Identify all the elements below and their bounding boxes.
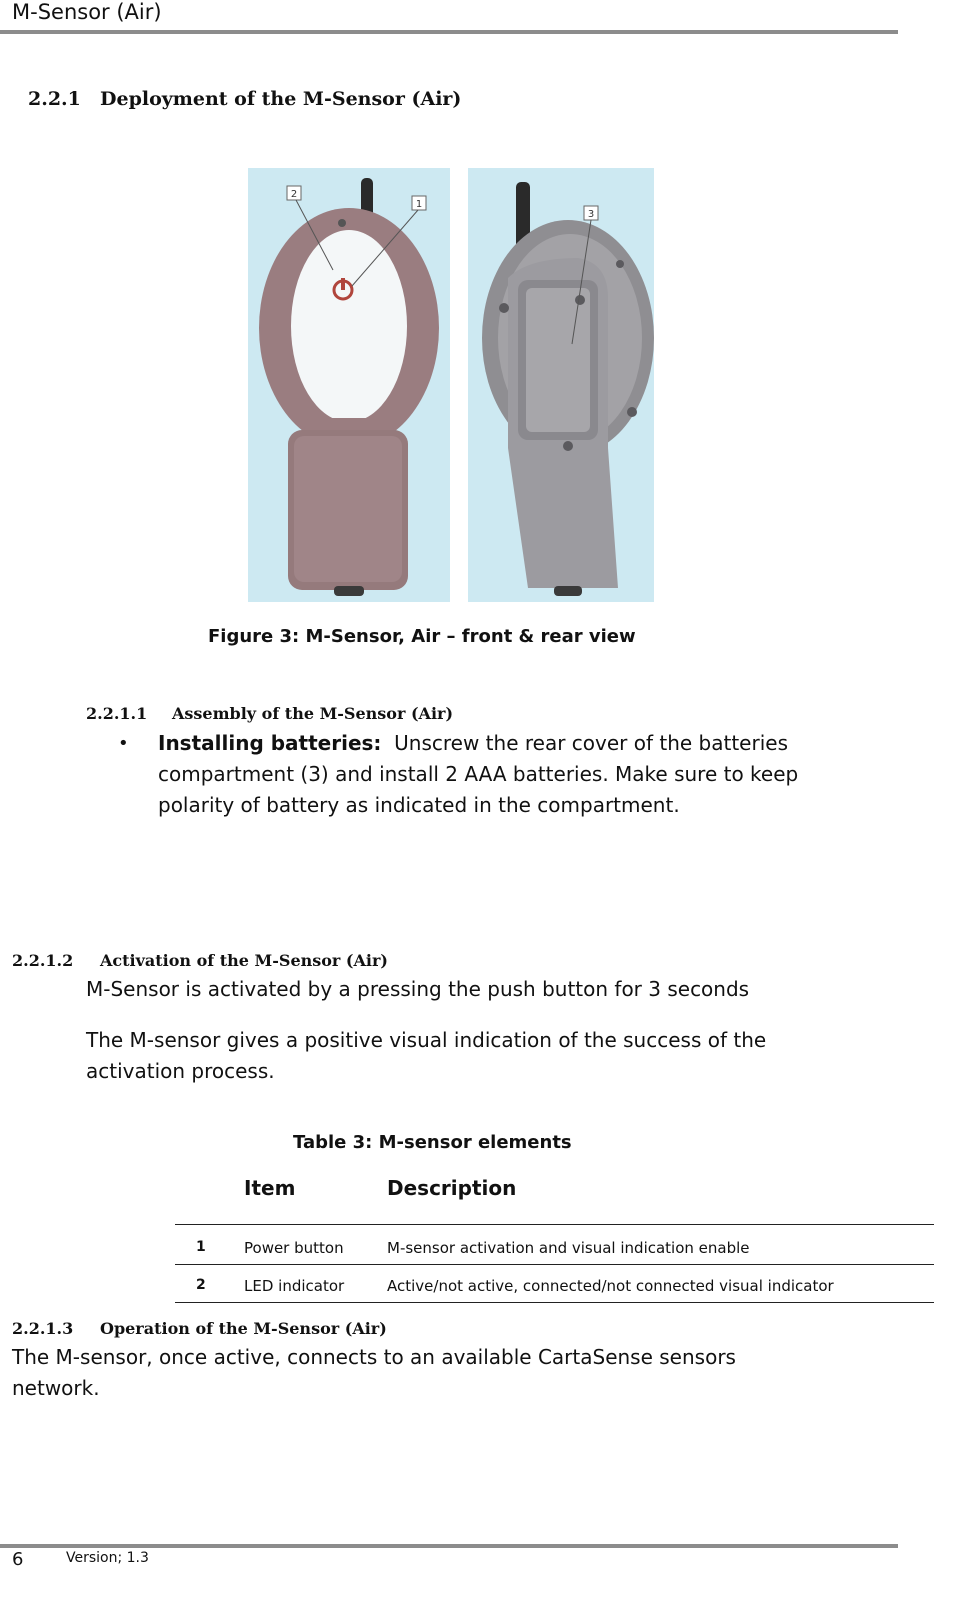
table-header-item: Item	[244, 1176, 296, 1200]
assembly-number: 2.2.1.1	[86, 704, 148, 723]
assembly-heading	[86, 704, 453, 723]
bullet-line-3: polarity of battery as indicated in the compartment.	[158, 793, 680, 817]
activation-para-2	[86, 1025, 766, 1087]
callout-3: 3	[587, 209, 595, 220]
activation-heading	[12, 951, 388, 970]
activation-para-1: M-Sensor is activated by a pressing the push button for 3 seconds	[86, 977, 750, 1001]
running-header: M-Sensor (Air)	[12, 0, 162, 24]
table-row-1-description: M-sensor activation and visual indication enable	[387, 1239, 750, 1257]
table-row-1-num: 1	[196, 1239, 206, 1255]
operation-number: 2.2.1.3	[12, 1319, 74, 1338]
battery-bullet	[118, 728, 878, 821]
activation-title: Activation of the M-Sensor (Air)	[100, 951, 388, 970]
operation-para	[12, 1342, 736, 1404]
operation-line-2: network.	[12, 1376, 100, 1400]
operation-title: Operation of the M-Sensor (Air)	[100, 1319, 387, 1338]
device-rear-illustration	[468, 168, 654, 602]
table-rule-middle	[175, 1264, 934, 1265]
callout-1: 1	[415, 199, 423, 210]
table-row-1-item: Power button	[244, 1239, 344, 1257]
table-row-2-item: LED indicator	[244, 1277, 345, 1295]
activation-number: 2.2.1.2	[12, 951, 74, 970]
operation-heading	[12, 1319, 387, 1338]
footer-divider	[0, 1544, 898, 1548]
device-front-illustration	[248, 168, 450, 602]
bullet-dot: •	[118, 733, 129, 754]
callout-2: 2	[290, 189, 298, 200]
section-number: 2.2.1	[28, 88, 81, 110]
table-header-description: Description	[387, 1176, 517, 1200]
operation-line-1: The M-sensor, once active, connects to an available CartaSense sensors	[12, 1345, 736, 1369]
bullet-label: Installing batteries:	[158, 731, 382, 755]
section-heading	[28, 88, 461, 110]
figure-rear-view	[468, 168, 654, 602]
bullet-line-2: compartment (3) and install 2 AAA batteries. Make sure to keep	[158, 762, 799, 786]
header-divider	[0, 30, 898, 34]
version-label: Version; 1.3	[66, 1550, 149, 1566]
table-rule-top	[175, 1224, 934, 1225]
activation-para-2-line-2: activation process.	[86, 1059, 275, 1083]
figure-front-view	[248, 168, 450, 602]
table-caption: Table 3: M-sensor elements	[293, 1132, 572, 1153]
table-row-2-description: Active/not active, connected/not connected visual indicator	[387, 1277, 834, 1295]
figure-caption: Figure 3: M-Sensor, Air – front & rear view	[208, 626, 636, 647]
assembly-title: Assembly of the M-Sensor (Air)	[172, 704, 454, 723]
activation-para-2-line-1: The M-sensor gives a positive visual indication of the success of the	[86, 1028, 767, 1052]
table-row-2-num: 2	[196, 1277, 206, 1293]
page-number: 6	[12, 1549, 24, 1570]
table-rule-bottom	[175, 1302, 934, 1303]
section-title: Deployment of the M-Sensor (Air)	[100, 88, 462, 110]
bullet-line-1: Unscrew the rear cover of the batteries	[394, 731, 788, 755]
